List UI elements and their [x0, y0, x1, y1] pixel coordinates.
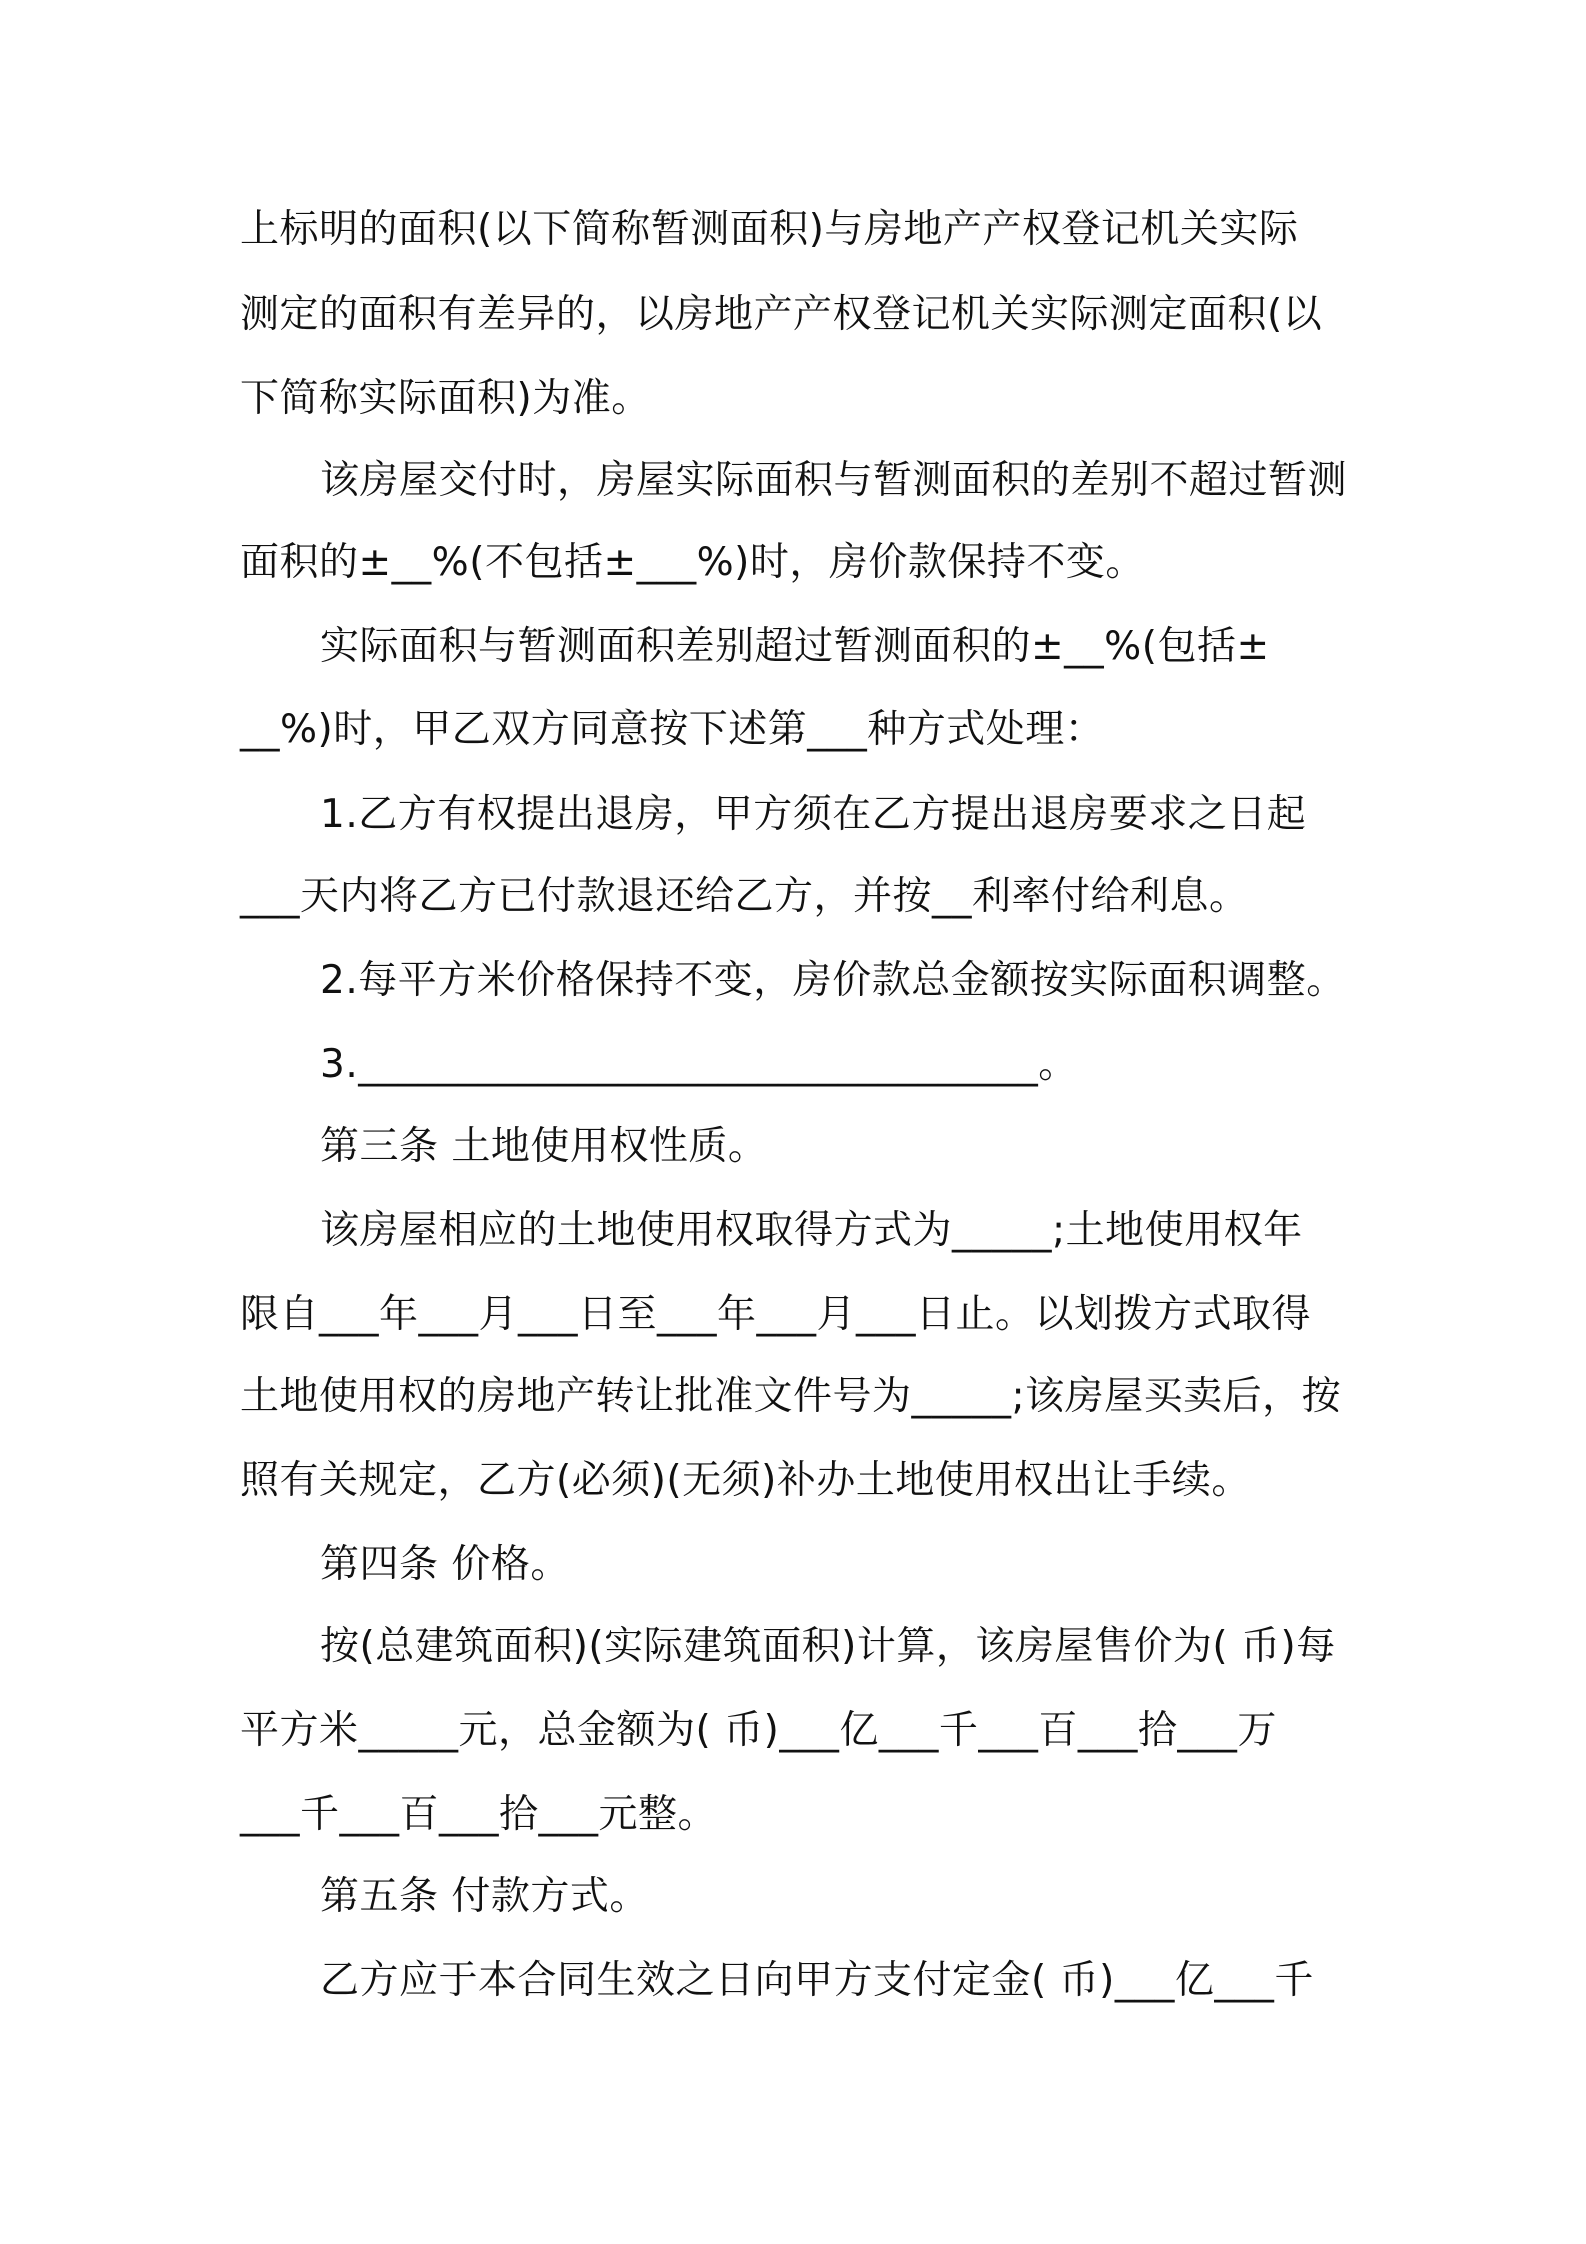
text-line: 乙方应于本合同生效之日向甲方支付定金( 币)___亿___千 [320, 1958, 1314, 2003]
text-line: 面积的±__%(不包括±___%)时，房价款保持不变。 [240, 540, 1145, 585]
text-line: 上标明的面积(以下简称暂测面积)与房地产产权登记机关实际 [240, 207, 1299, 252]
text-line: 该房屋相应的土地使用权取得方式为_____;土地使用权年 [320, 1208, 1303, 1253]
text-line: __%)时，甲乙双方同意按下述第___种方式处理： [240, 707, 1105, 752]
text-line: 3.__________________________________。 [320, 1042, 1078, 1087]
text-line: 照有关规定，乙方(必须)(无须)补办土地使用权出让手续。 [240, 1458, 1251, 1503]
section-heading: 第三条 土地使用权性质。 [320, 1124, 768, 1169]
section-heading: 第五条 付款方式。 [320, 1874, 649, 1919]
text-line: 实际面积与暂测面积差别超过暂测面积的±__%(包括± [320, 624, 1270, 669]
text-line: 1.乙方有权提出退房，甲方须在乙方提出退房要求之日起 [320, 792, 1307, 837]
text-line: 土地使用权的房地产转让批准文件号为_____;该房屋买卖后，按 [240, 1374, 1342, 1419]
text-line: 该房屋交付时，房屋实际面积与暂测面积的差别不超过暂测 [320, 458, 1348, 503]
text-line: ___千___百___拾___元整。 [240, 1792, 718, 1837]
section-heading: 第四条 价格。 [320, 1542, 570, 1587]
text-line: 测定的面积有差异的，以房地产产权登记机关实际测定面积(以 [240, 292, 1323, 337]
text-line: ___天内将乙方已付款退还给乙方，并按__利率付给利息。 [240, 874, 1249, 919]
text-line: 2.每平方米价格保持不变，房价款总金额按实际面积调整。 [320, 958, 1346, 1003]
text-line: 下简称实际面积)为准。 [240, 376, 651, 421]
text-line: 平方米_____元，总金额为( 币)___亿___千___百___拾___万 [240, 1708, 1277, 1753]
text-line: 限自___年___月___日至___年___月___日止。以划拨方式取得 [240, 1292, 1312, 1337]
text-line: 按(总建筑面积)(实际建筑面积)计算，该房屋售价为( 币)每 [320, 1624, 1336, 1669]
